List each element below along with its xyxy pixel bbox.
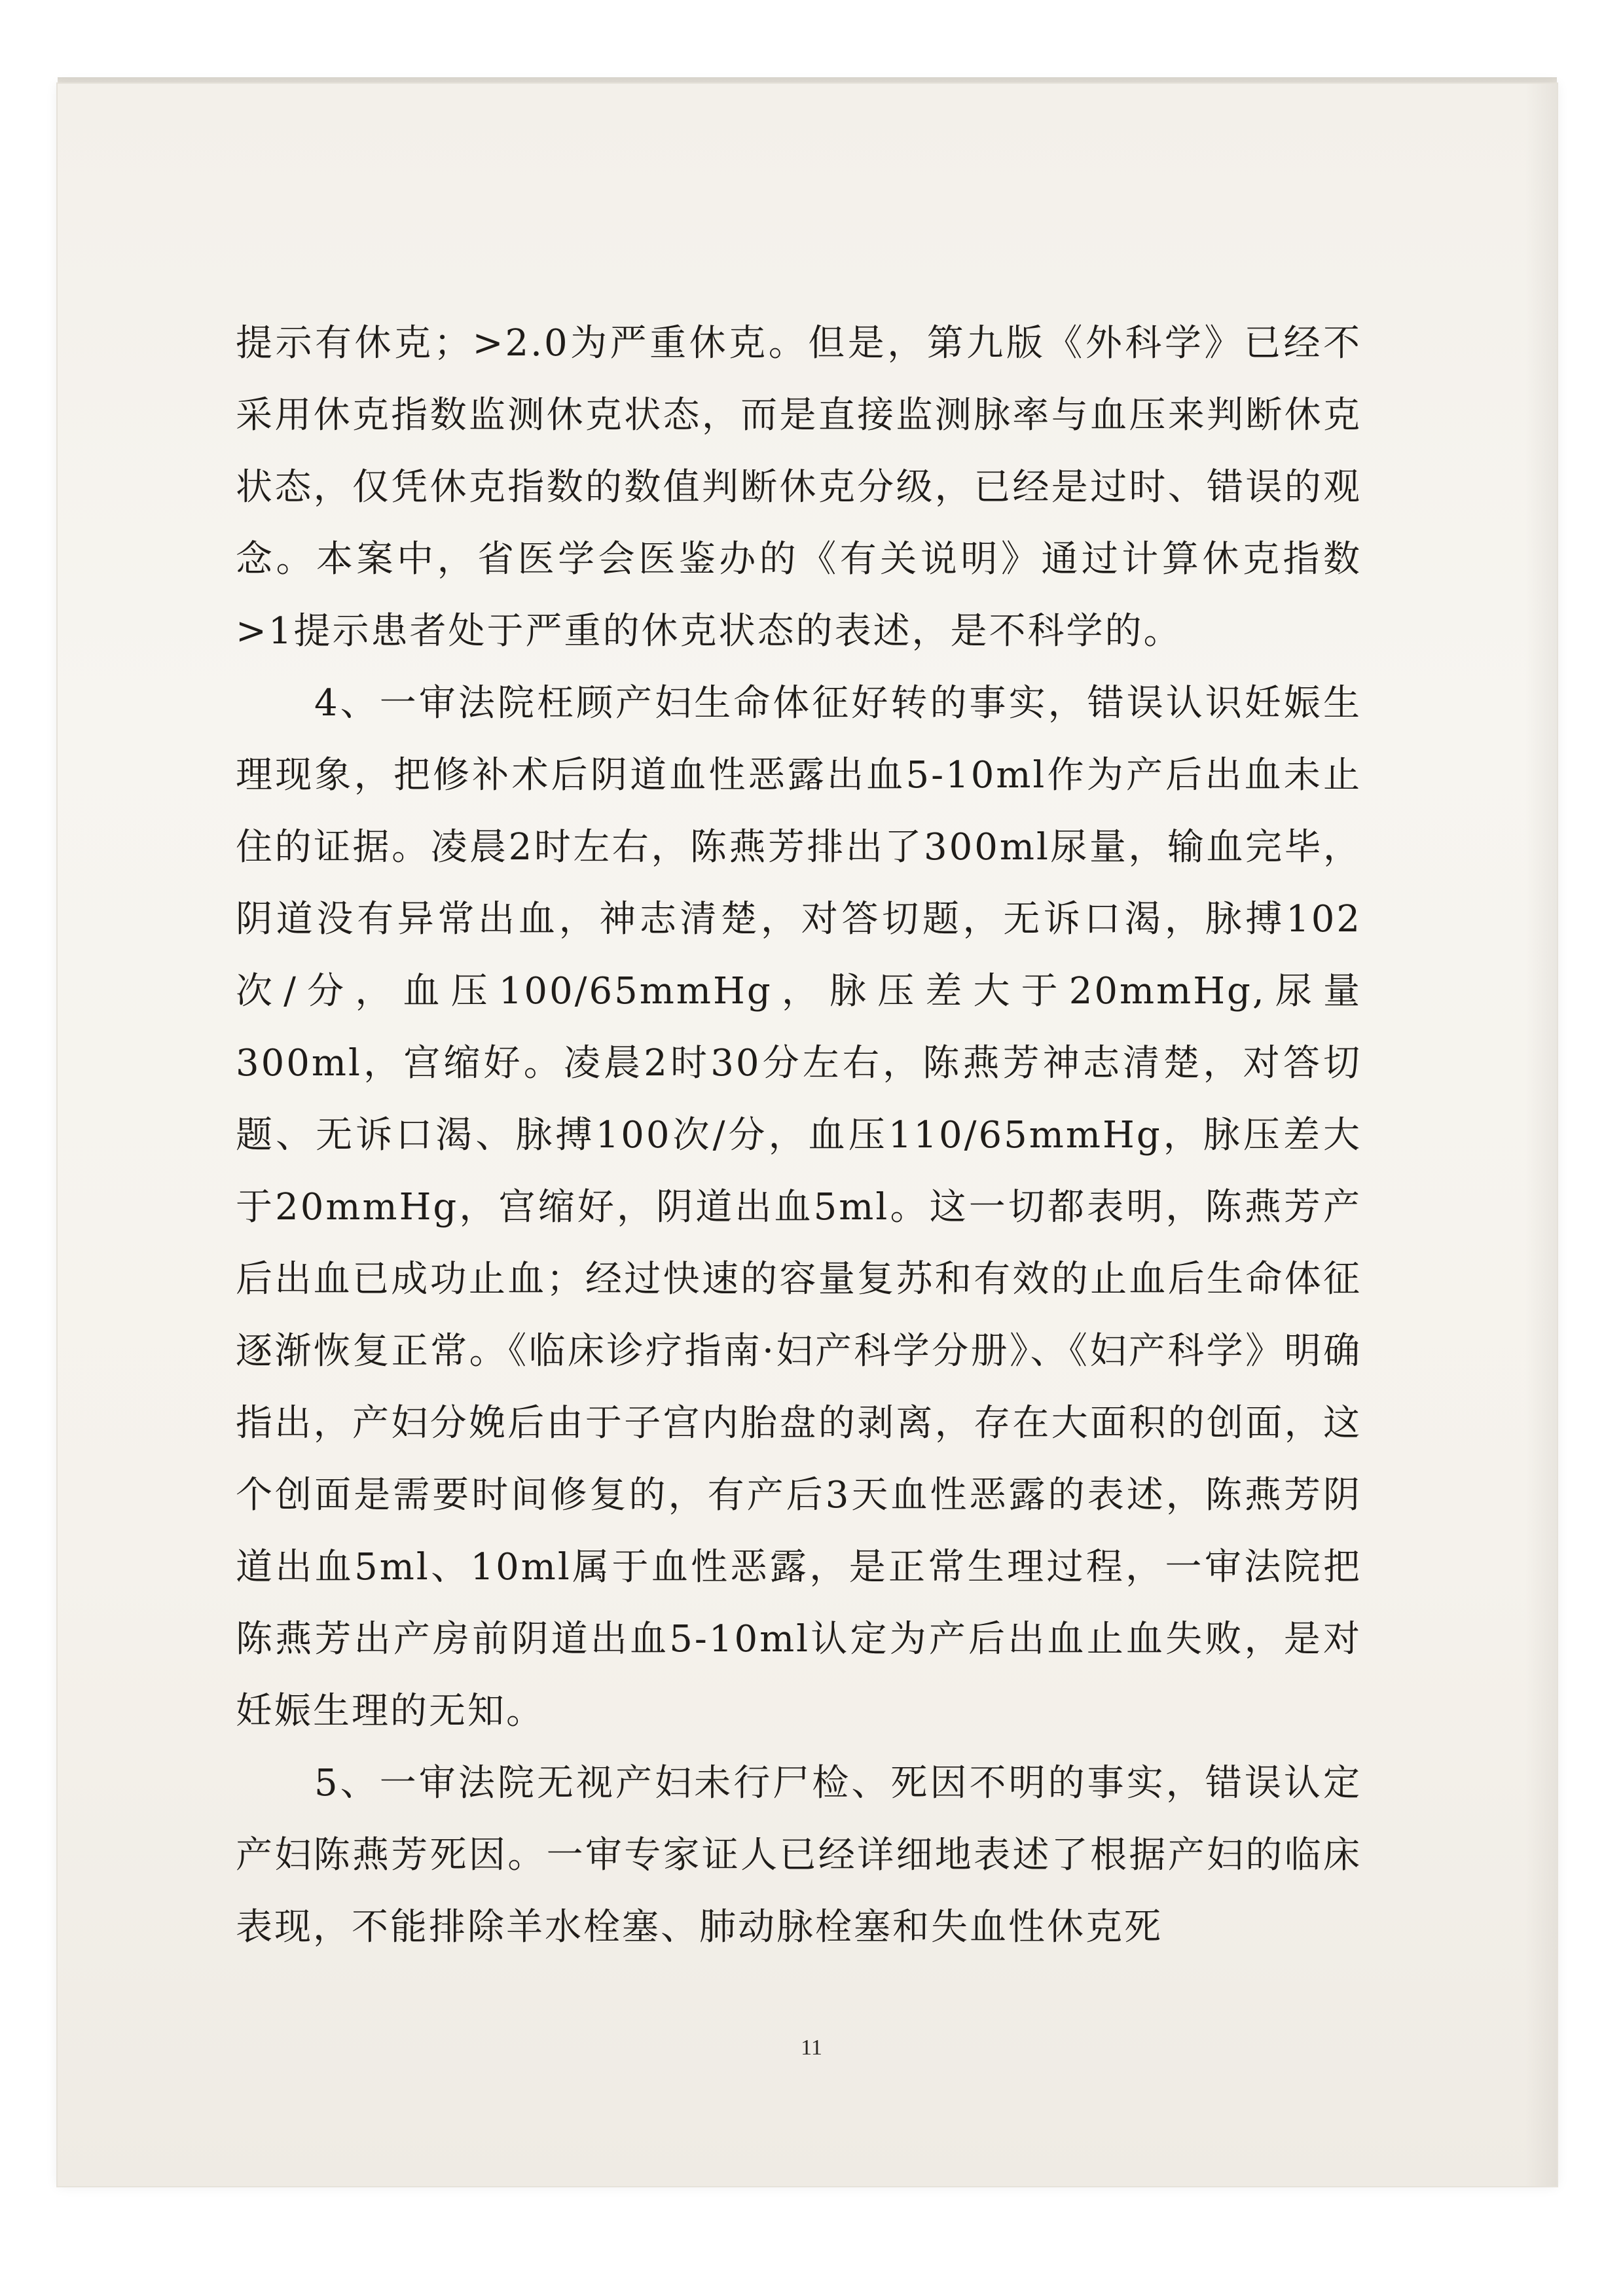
document-body xyxy=(236,308,1362,1964)
paper-shadow-edge xyxy=(1525,84,1557,2186)
paragraph-shock-index: 提示有休克；>2.0为严重休克。但是，第九版《外科学》已经不采用休克指数监测休克状态，而是直接监测脉率与血压来判断休克状态，仅凭休克指数的数值判断休克分级，已经是过时、错误的观念。本案中，省医学会医鉴办的《有关说明》通过计算休克指数>1提示患者处于严重的休克状态的表述，是不科学的。 xyxy=(236,322,1362,653)
paragraph-point-4: 4、一审法院枉顾产妇生命体征好转的事实，错误认识妊娠生理现象，把修补术后阴道血性恶露出血5-10ml作为产后出血未止住的证据。凌晨2时左右，陈燕芳排出了300ml尿量，输血完毕，阴道没有异常出血，神志清楚，对答切题，无诉口渴，脉搏102次/分，血压100/65mmHg，脉压差大于20mmHg,尿量300ml，宫缩好。凌晨2时30分左右，陈燕芳神志清楚，对答切题、无诉口渴、脉搏100次/分，血压110/65mmHg，脉压差大于20mmHg，宫缩好，阴道出血5ml。这一切都表明，陈燕芳产后出血已成功止血；经过快速的容量复苏和有效的止血后生命体征逐渐恢复正常。《临床诊疗指南·妇产科学分册》、《妇产科学》明确指出，产妇分娩后由于子宫内胎盘的剥离，存在大面积的创面，这个创面是需要时间修复的，有产后3天血性恶露的表述，陈燕芳阴道出血5ml、10ml属于血性恶露，是正常生理过程，一审法院把陈燕芳出产房前阴道出血5-10ml认定为产后出血止血失败，是对妊娠生理的无知。 xyxy=(236,682,1362,1732)
paragraph-point-5: 5、一审法院无视产妇未行尸检、死因不明的事实，错误认定产妇陈燕芳死因。一审专家证人已经详细地表述了根据产妇的临床表现，不能排除羊水栓塞、肺动脉栓塞和失血性休克死 xyxy=(236,1762,1362,1948)
page-number: 11 xyxy=(801,2036,822,2060)
